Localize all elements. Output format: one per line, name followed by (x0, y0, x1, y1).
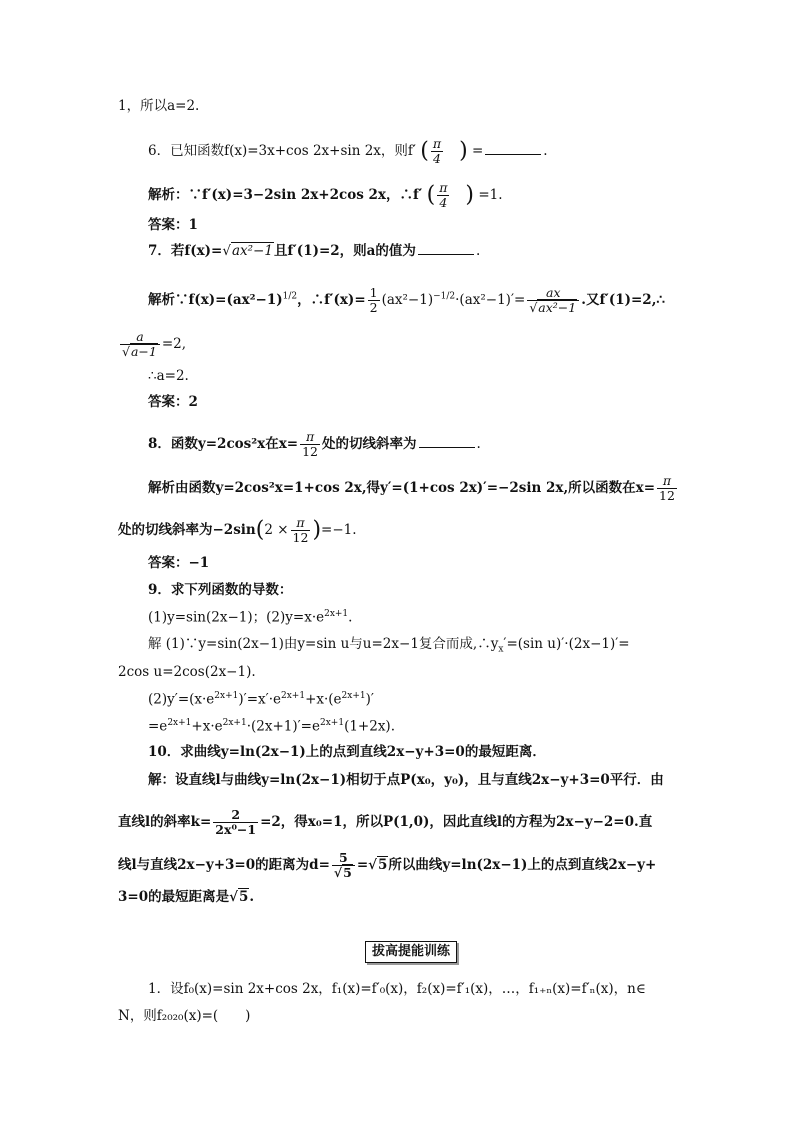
question-1: 1．设f₀(x)=sin 2x+cos 2x，f₁(x)=f′₀(x)，f₂(x)=f′₁(x)，…，f₁₊ₙ(x)=f′ₙ(x)，n∈ (148, 981, 646, 997)
question-1-cont: N，则f₂₀₂₀(x)=( ) (118, 1008, 251, 1024)
solution-10: 解：设直线l与曲线y=ln(2x−1)相切于点P(x₀，y₀)，且与直线2x−y+3=0平行．由 (148, 772, 664, 788)
section-title: 拔高提能训练 (365, 941, 457, 963)
question-7: 7．若f(x)=√ax²−1且f′(1)=2，则a的值为 . (148, 243, 481, 259)
answer-blank[interactable] (485, 153, 541, 155)
solution-9-1-cont: 2cos u=2cos(2x−1). (118, 664, 256, 680)
solution-10-cont2: 线l与直线2x−y+3=0的距离为d= $\frac{5}{√5}$ =√5所以曲线y=ln(2x−1)上的点到直线2x−y+ (118, 850, 657, 880)
solution-9-2: $(2)y'=(x\cdot e^{2x+1})'=x'\cdot e^{2x+1}+x\cdot(e^{2x+1})'$ (148, 691, 374, 708)
analysis-8: 解析由函数y=2cos²x=1+cos 2x,得y′=(1+cos 2x)′=−2sin 2x,所以函数在x= $\frac{\pi}{12}$ (148, 473, 675, 503)
answer-analysis-6: 解析：∵f′(x)=3−2sin 2x+2cos 2x，∴f′ ( $\frac{\pi}{4}$ ) =1. (148, 180, 503, 210)
question-6: 6．已知函数f(x)=3x+cos 2x+sin 2x，则f′ ( $\frac{\pi}{4}$ ) = . (148, 136, 548, 166)
analysis-8-cont: 处的切线斜率为−2sin(2 × $\frac{\pi}{12}$ )=−1. (118, 515, 357, 545)
solution-10-cont3: 3=0的最短距离是√5. (118, 889, 255, 905)
answer-blank[interactable] (419, 446, 475, 448)
question-8: 8．函数y=2cos²x在x= $\frac{\pi}{12}$ 处的切线斜率为 . (148, 429, 481, 459)
solution-9-2-cont: $=e^{2x+1}+x\cdot e^{2x+1}\cdot(2x+1)'=e^{2x+1}(1+2x)$. (148, 718, 395, 735)
answer-8: 答案：−1 (148, 555, 210, 571)
solution-9-1: 解 (1)∵y=sin(2x−1)由y=sin u与u=2x−1复合而成$,\therefore y_x'=(\sin$ u)′·(2x−1)′= (148, 636, 630, 655)
analysis-7-cont: $\frac{a}{√a-1}$ =2, (122, 329, 187, 359)
solution-10-cont1: 直线l的斜率k= $\frac{2}{\text{2x⁰−1}}$ =2，得x₀=1，所以P(1,0)，因此直线l的方程为2x−y−2=0.直 (118, 807, 653, 837)
analysis-7: 解析$\because f(x)=(ax^2-1)^{1/2}$，∴f′(x)= $\frac{1}{2}$ $(ax^2-1)^{-1/2}\cdot(ax^2-1)'=$ $\frac{ax}{\text{√ax²−1}}$ .又f′(1)=2,∴ (148, 285, 665, 315)
analysis-7-result: ∴a=2. (148, 368, 189, 384)
line-1: 1，所以a=2. (118, 98, 200, 114)
answer-6: 答案：1 (148, 217, 198, 233)
question-10: 10．求曲线y=ln(2x−1)上的点到直线2x−y+3=0的最短距离． (148, 744, 546, 760)
question-9-parts: (1)y=sin(2x−1)；$(2)y=x\cdot e^{2x+1}$. (148, 609, 353, 626)
answer-blank[interactable] (418, 253, 474, 255)
answer-7: 答案：2 (148, 394, 198, 410)
question-9: 9．求下列函数的导数： (148, 582, 293, 598)
